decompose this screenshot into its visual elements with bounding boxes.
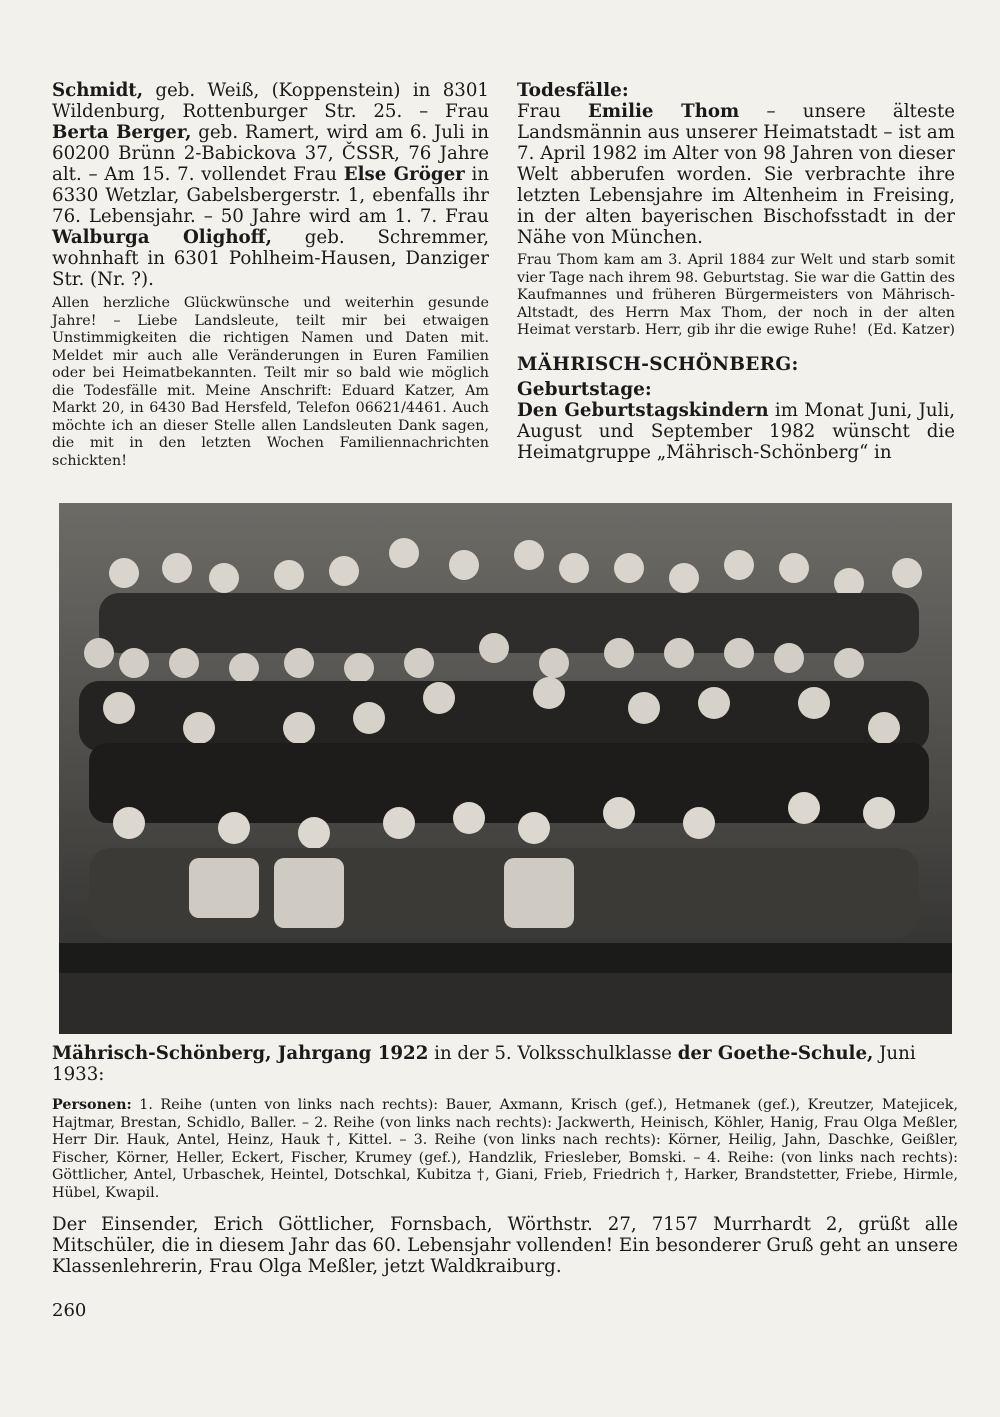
caption-school: der Goethe-Schule, (677, 1043, 874, 1064)
text-run: Frau Thom kam am 3. April 1884 zur Welt und starb somit vier Tage nach ihrem 98. Geburtstag. Sie war die Gattin des Kaufmannes und früheren Bürgermeisters von Mährisch-Altstadt, des Herrn Max Thom, der noch in der alten Heimat verstarb. Herr, gib ihr die ewige Ruhe! (517, 252, 955, 338)
text-run: in der 5. Volksschulklasse (428, 1043, 678, 1064)
birthdays-lead: Den Geburtstagskindern (517, 399, 769, 421)
persons-text: 1. Reihe (unten von links nach rechts): Bauer, Axmann, Krisch (gef.), Hetmanek (gef.), Kreutzer, Matejicek, Hajtmar, Brestan, Schidlo, Baller. – 2. Reihe (von links nach rechts): Jackwerth, Heinisch, Köhler, Hanig, Frau Olga Meßler, Herr Dir. Hauk, Antel, Heinz, Hauk †, Kittel. – 3. Reihe (von links nach rechts): Körner, Heilig, Jahn, Daschke, Geißler, Fischer, Körner, Heller, Eckert, Fischer, Krumey (gef.), Handzlik, Friesleber, Bomski. – 4. Reihe: (von links nach rechts): Göttlicher, Antel, Urbaschek, Heintel, Dotschkal, Kubitza †, Giani, Frieb, Friedrich †, Harker, Brandstetter, Friebe, Hirmle, Hübel, Kwapil. (52, 1097, 958, 1201)
name-groeger: Else Gröger (343, 164, 465, 185)
persons-label: Personen: (52, 1097, 132, 1113)
left-column (52, 80, 489, 470)
name-olighoff: Walburga Olighoff, (52, 227, 272, 248)
birthdays-paragraph (517, 400, 955, 463)
front-row-bodies (89, 848, 919, 938)
back-row-bodies (99, 593, 919, 653)
deaths-detail (517, 252, 955, 340)
signature: (Ed. Katzer) (867, 322, 955, 338)
name-schmidt: Schmidt, (52, 80, 144, 101)
birthday-announcements (52, 80, 489, 290)
text-run: geb. Ramert, wird am 6. Juli in 60200 Brünn 2-Babickova 37, ČSSR, 76 Jahre alt. – Am 15. 7. vollendet Frau (52, 122, 489, 185)
name-berger: Berta Berger, (52, 122, 192, 143)
text-run: Frau (517, 101, 589, 122)
text-run: in 6330 Wetzlar, Gabelsbergerstr. 1, ebenfalls ihr 76. Lebensjahr. – 50 Jahre wird am 1. 7. Frau (52, 164, 490, 227)
text-run: im Monat Juni, Juli, August und September 1982 wünscht die Heimatgruppe „Mährisch-Schönberg“ in (517, 399, 955, 463)
text-run: – unsere älteste Landsmännin aus unserer Heimatstadt – ist am 7. April 1982 im Alter von 98 Jahren von dieser Welt abberufen worden. Sie verbrachte ihre letzten Lebensjahre im Altenheim in Freising, in der alten bayerischen Bischofsstadt in der Nähe von München. (517, 101, 956, 248)
greetings-paragraph: Allen herzliche Glückwünsche und weiterhin gesunde Jahre! – Liebe Landsleute, teilt mir bei etwaigen Unstimmigkeiten die richtigen Namen und Daten mit. Meldet mir auch alle Veränderungen in Euren Familien oder bei Heimatbekannten. Teilt mir so bald wie möglich die Todesfälle mit. Meine Anschrift: Eduard Katzer, Am Markt 20, in 6430 Bad Hersfeld, Telefon 06621/4461. Auch möchte ich an dieser Stelle allen Landsleuten Dank sagen, die mit in den letzten Wochen Familiennachrichten schickten! (52, 295, 489, 469)
name-thom: Emilie Thom (588, 101, 740, 122)
text-run: geb. Schremmer, wohnhaft in 6301 Pohlheim-Hausen, Danziger Str. (Nr. ?). (52, 227, 489, 290)
class-photo-illustration (59, 503, 952, 1034)
sender-paragraph: Der Einsender, Erich Göttlicher, Fornsbach, Wörthstr. 27, 7157 Murrhardt 2, grüßt alle Mitschüler, die in diesem Jahr das 60. Lebensjahr vollenden! Ein besonderer Gruß geht an unsere Klassenlehrerin, Frau Olga Meßler, jetzt Waldkraiburg. (52, 1214, 958, 1277)
caption-lead: Mährisch-Schönberg, Jahrgang 1922 (52, 1043, 429, 1064)
deaths-heading: Todesfälle: (517, 80, 629, 101)
page-number: 260 (52, 1300, 87, 1321)
ground-texture (59, 973, 952, 1034)
right-column (517, 80, 955, 463)
birthdays-heading: Geburtstage: (517, 378, 652, 400)
text-run: geb. Weiß, (Koppenstein) in 8301 Wildenburg, Rottenburger Str. 25. – Frau (52, 80, 489, 122)
persons-list (52, 1097, 958, 1203)
text-run: Juni 1933: (52, 1043, 916, 1085)
section-title: MÄHRISCH-SCHÖNBERG: (517, 353, 799, 375)
photo-caption (52, 1043, 958, 1085)
deaths-paragraph (517, 101, 955, 248)
class-photo (59, 503, 952, 1034)
